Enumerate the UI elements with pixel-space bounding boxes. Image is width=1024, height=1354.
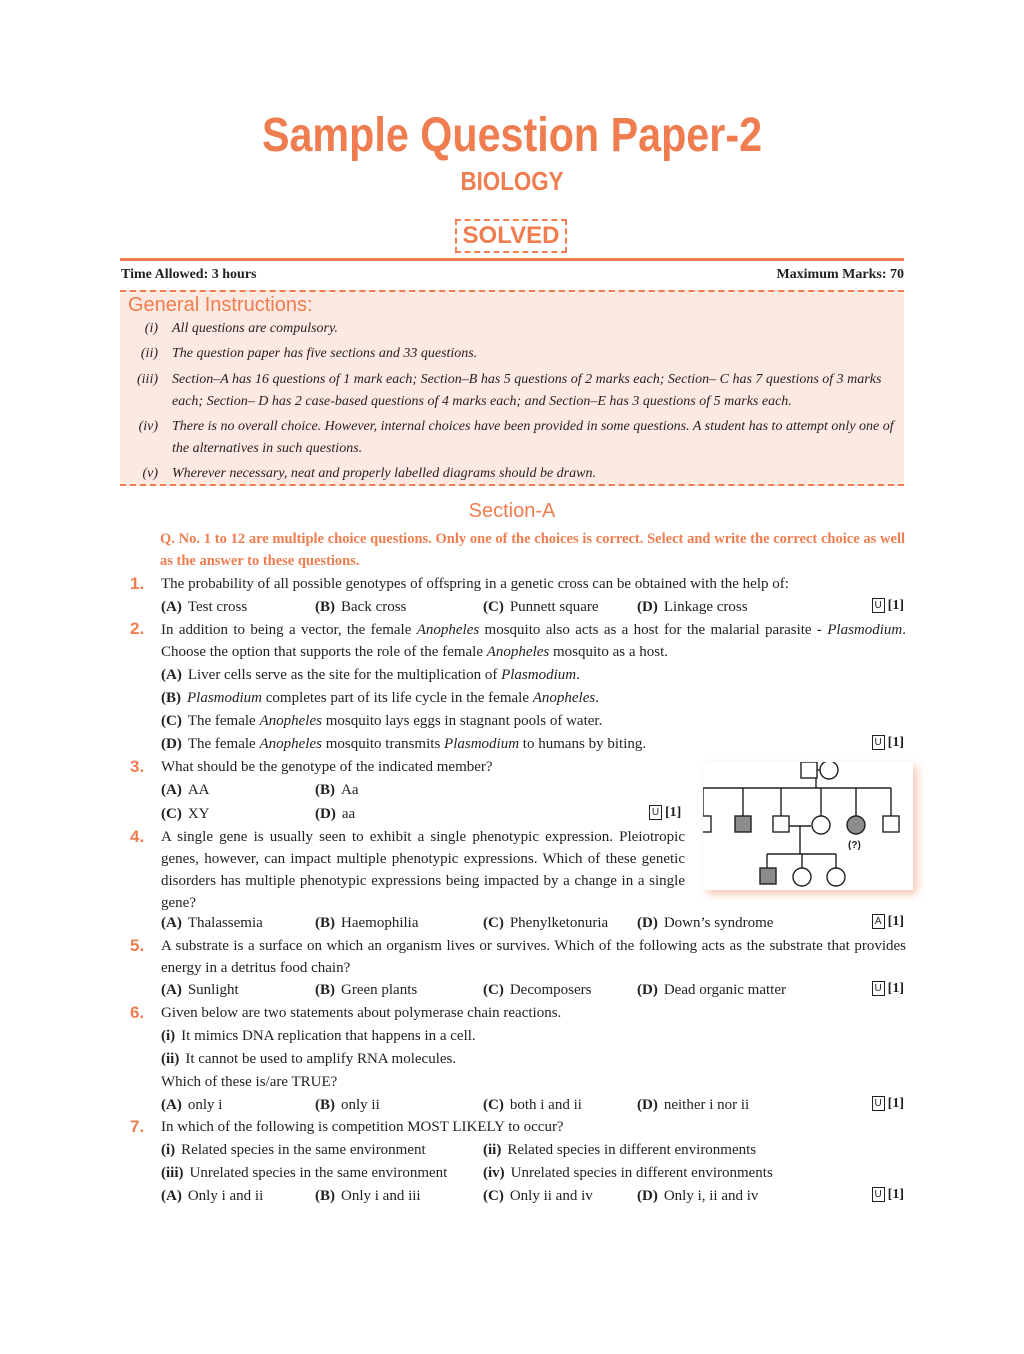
female-unaffected (827, 868, 845, 886)
female-unaffected (812, 816, 830, 834)
marks-tag (872, 598, 904, 614)
option-letter: (D) (637, 915, 658, 931)
male-unaffected (773, 816, 789, 832)
option-c (483, 596, 599, 618)
category-icon: U (872, 598, 885, 613)
statement-iii (161, 1162, 447, 1184)
question-number: 1. (130, 574, 145, 593)
option-b (315, 979, 417, 1001)
option-text: Punnett square (509, 599, 599, 615)
statement-text: Related species in different environments (507, 1142, 757, 1158)
option-c (483, 912, 608, 934)
option-text: only ii (341, 1097, 380, 1113)
question-number: 4. (130, 827, 145, 846)
option-text: Linkage cross (663, 599, 748, 615)
marks: [1] (887, 735, 904, 750)
option-text: Sunlight (187, 982, 239, 998)
option-d: (D) The female Anopheles mosquito transmits Plasmodium to humans by biting. (161, 736, 647, 752)
marks-tag (872, 981, 904, 997)
option-text: aa (341, 806, 356, 822)
option-c (483, 1185, 593, 1207)
marks: [1] (887, 981, 904, 996)
option-letter: (A) (161, 667, 182, 683)
option-text: Haemophilia (341, 915, 419, 931)
option-letter: (D) (637, 599, 658, 615)
marks-tag (872, 735, 904, 751)
statement-text: Related species in the same environment (181, 1142, 426, 1158)
instruction-text: The question paper has five sections and 33 questions. (172, 346, 478, 361)
option-text: Down’s syndrome (663, 915, 774, 931)
female-unaffected (820, 762, 838, 779)
option-text: only i (187, 1097, 223, 1113)
option-d (637, 912, 773, 934)
question-text: A substrate is a surface on which an organism lives or survives. Which of the following acts as the substrate that provides energy in a detritus food chain? (161, 938, 906, 976)
maximum-marks: Maximum Marks: 70 (776, 267, 904, 282)
header-divider (120, 258, 904, 261)
option-letter: (D) (161, 736, 182, 752)
option-text: both i and ii (509, 1097, 582, 1113)
statement-ii (483, 1139, 756, 1161)
option-text: Test cross (187, 599, 248, 615)
question-number: 5. (130, 936, 145, 955)
category-icon: U (872, 735, 885, 750)
option-text: Only i, ii and iv (663, 1188, 759, 1204)
option-text: Thalassemia (187, 915, 263, 931)
female-unaffected (793, 868, 811, 886)
option-letter: (D) (637, 1188, 658, 1204)
option-letter: (A) (161, 915, 182, 931)
option-b (315, 1185, 421, 1207)
statement-text: Unrelated species in different environments (510, 1165, 773, 1181)
female-affected (847, 816, 865, 834)
instruction-number: (ii) (140, 346, 158, 361)
category-icon: U (872, 1187, 885, 1202)
question-number: 7. (130, 1117, 145, 1136)
question-text: What should be the genotype of the indicated member? (161, 759, 493, 775)
male-affected (735, 816, 751, 832)
instruction-text: All questions are compulsory. (172, 321, 338, 336)
option-a (161, 779, 210, 801)
option-b (315, 1094, 380, 1116)
option-letter: (A) (161, 1188, 182, 1204)
option-text: Only i and ii (187, 1188, 264, 1204)
statement-number: (iv) (483, 1165, 505, 1181)
category-icon: A (872, 914, 885, 929)
option-d (637, 979, 786, 1001)
instruction-text: Wherever necessary, neat and properly labelled diagrams should be drawn. (172, 466, 596, 481)
option-letter: (A) (161, 599, 182, 615)
statement-i (161, 1025, 476, 1047)
option-text: AA (187, 782, 210, 798)
statement-text: It cannot be used to amplify RNA molecules. (185, 1051, 457, 1067)
marks: [1] (887, 1096, 904, 1111)
option-letter: (B) (315, 982, 335, 998)
male-unaffected (801, 762, 817, 778)
question-text: A single gene is usually seen to exhibit a single phenotypic expression. Pleiotropic genes, however, can impact multiple phenotypic expressions. Which of these genetic disorders has multiple phenotypic expressions being impacted by a change in a single gene? (161, 829, 685, 911)
option-d (637, 1094, 749, 1116)
option-a (161, 1094, 222, 1116)
option-b (315, 779, 359, 801)
option-letter: (D) (637, 1097, 658, 1113)
question-text: In which of the following is competition MOST LIKELY to occur? (161, 1119, 564, 1135)
statement-text: It mimics DNA replication that happens in a cell. (181, 1028, 476, 1044)
statement-number: (i) (161, 1142, 176, 1158)
instruction-number: (iv) (138, 419, 158, 434)
subject-title: BIOLOGY (460, 166, 564, 196)
option-a (161, 912, 263, 934)
option-letter: (B) (315, 782, 335, 798)
male-unaffected (883, 816, 899, 832)
option-b (315, 912, 418, 934)
male-affected (760, 868, 776, 884)
option-letter: (C) (483, 599, 504, 615)
option-c (483, 979, 591, 1001)
question-text: Given below are two statements about polymerase chain reactions. (161, 1005, 562, 1021)
option-b (315, 596, 406, 618)
option-text: Only i and iii (341, 1188, 421, 1204)
marks: [1] (887, 598, 904, 613)
option-letter: (C) (483, 982, 504, 998)
instruction-number: (iii) (137, 372, 158, 387)
instruction-text: There is no overall choice. However, internal choices have been provided in some questions. A student has to attempt only one of the alternatives in such questions. (172, 419, 894, 456)
option-c: (C) The female Anopheles mosquito lays eggs in stagnant pools of water. (161, 713, 603, 729)
statement-number: (ii) (161, 1051, 180, 1067)
question-text: In addition to being a vector, the female Anopheles mosquito also acts as a host for the malarial parasite - Plasmodium. Choose the option that supports the role of the female Anopheles mosquito as a host. (161, 622, 906, 660)
option-d (637, 596, 748, 618)
option-d (637, 1185, 758, 1207)
category-icon: U (872, 1096, 885, 1111)
option-letter: (D) (315, 806, 336, 822)
category-icon: U (649, 805, 662, 820)
question-number: 3. (130, 757, 145, 776)
option-text: XY (187, 806, 210, 822)
time-allowed: Time Allowed: 3 hours (121, 267, 257, 282)
statement-text: Unrelated species in the same environment (189, 1165, 448, 1181)
pedigree-svg (703, 762, 913, 890)
male-unaffected (703, 816, 711, 832)
marks: [1] (887, 1187, 904, 1202)
solved-badge: SOLVED (455, 219, 567, 253)
option-letter: (B) (315, 1097, 335, 1113)
option-letter: (C) (483, 915, 504, 931)
marks-tag (872, 1187, 904, 1203)
option-letter: (B) (315, 1188, 335, 1204)
category-icon: U (872, 981, 885, 996)
option-letter: (B) (161, 690, 181, 706)
option-a (161, 1185, 263, 1207)
option-b: (B) Plasmodium completes part of its life cycle in the female Anopheles. (161, 690, 599, 706)
option-letter: (B) (315, 599, 335, 615)
paper-title: Sample Question Paper-2 (261, 109, 763, 162)
option-letter: (A) (161, 1097, 182, 1113)
option-a: (A) Liver cells serve as the site for the multiplication of Plasmodium. (161, 667, 580, 683)
instruction-text: Section–A has 16 questions of 1 mark each; Section–B has 5 questions of 2 marks each; Section– C has 7 questions of 3 marks each; Section– D has 2 case-based questions of 4 marks each; and Section–E has 3 questions of 5 marks each. (172, 372, 882, 409)
option-text: Only ii and iv (509, 1188, 593, 1204)
option-letter: (C) (483, 1188, 504, 1204)
statement-number: (i) (161, 1028, 176, 1044)
instructions-heading: General Instructions: (128, 294, 313, 316)
marks: [1] (665, 805, 682, 820)
statement-iv (483, 1162, 773, 1184)
statement-i (161, 1139, 426, 1161)
statement-ii (161, 1048, 456, 1070)
section-a-note: Q. No. 1 to 12 are multiple choice questions. Only one of the choices is correct. Select and write the correct choice as well as the answer to these questions. (160, 531, 905, 569)
option-letter: (B) (315, 915, 335, 931)
question-number: 6. (130, 1003, 145, 1022)
question-text: The probability of all possible genotypes of offspring in a genetic cross can be obtained with the help of: (161, 576, 789, 592)
section-a-title: Section-A (468, 500, 556, 522)
statement-number: (iii) (161, 1165, 184, 1181)
option-text: Phenylketonuria (509, 915, 609, 931)
option-letter: (A) (161, 782, 182, 798)
option-text: neither i nor ii (663, 1097, 750, 1113)
statement-number: (ii) (483, 1142, 502, 1158)
option-letter: (C) (161, 806, 182, 822)
marks-tag (872, 1096, 904, 1112)
option-text: Green plants (341, 982, 418, 998)
option-text: Aa (341, 782, 359, 798)
option-text: Back cross (341, 599, 407, 615)
option-d (315, 803, 355, 825)
option-a (161, 596, 247, 618)
option-text: Dead organic matter (663, 982, 786, 998)
option-c (161, 803, 210, 825)
option-c (483, 1094, 582, 1116)
indicated-member-label: (?) (848, 840, 861, 851)
option-text: Decomposers (509, 982, 592, 998)
option-letter: (A) (161, 982, 182, 998)
option-letter: (C) (161, 713, 182, 729)
marks-tag (649, 805, 681, 821)
instruction-number: (v) (142, 466, 158, 481)
option-a (161, 979, 239, 1001)
instruction-number: (i) (144, 321, 158, 336)
option-letter: (C) (483, 1097, 504, 1113)
pedigree-chart (703, 762, 913, 890)
marks-tag (872, 914, 904, 930)
question-number: 2. (130, 619, 145, 638)
question-followup: Which of these is/are TRUE? (161, 1074, 338, 1090)
marks: [1] (887, 914, 904, 929)
option-letter: (D) (637, 982, 658, 998)
